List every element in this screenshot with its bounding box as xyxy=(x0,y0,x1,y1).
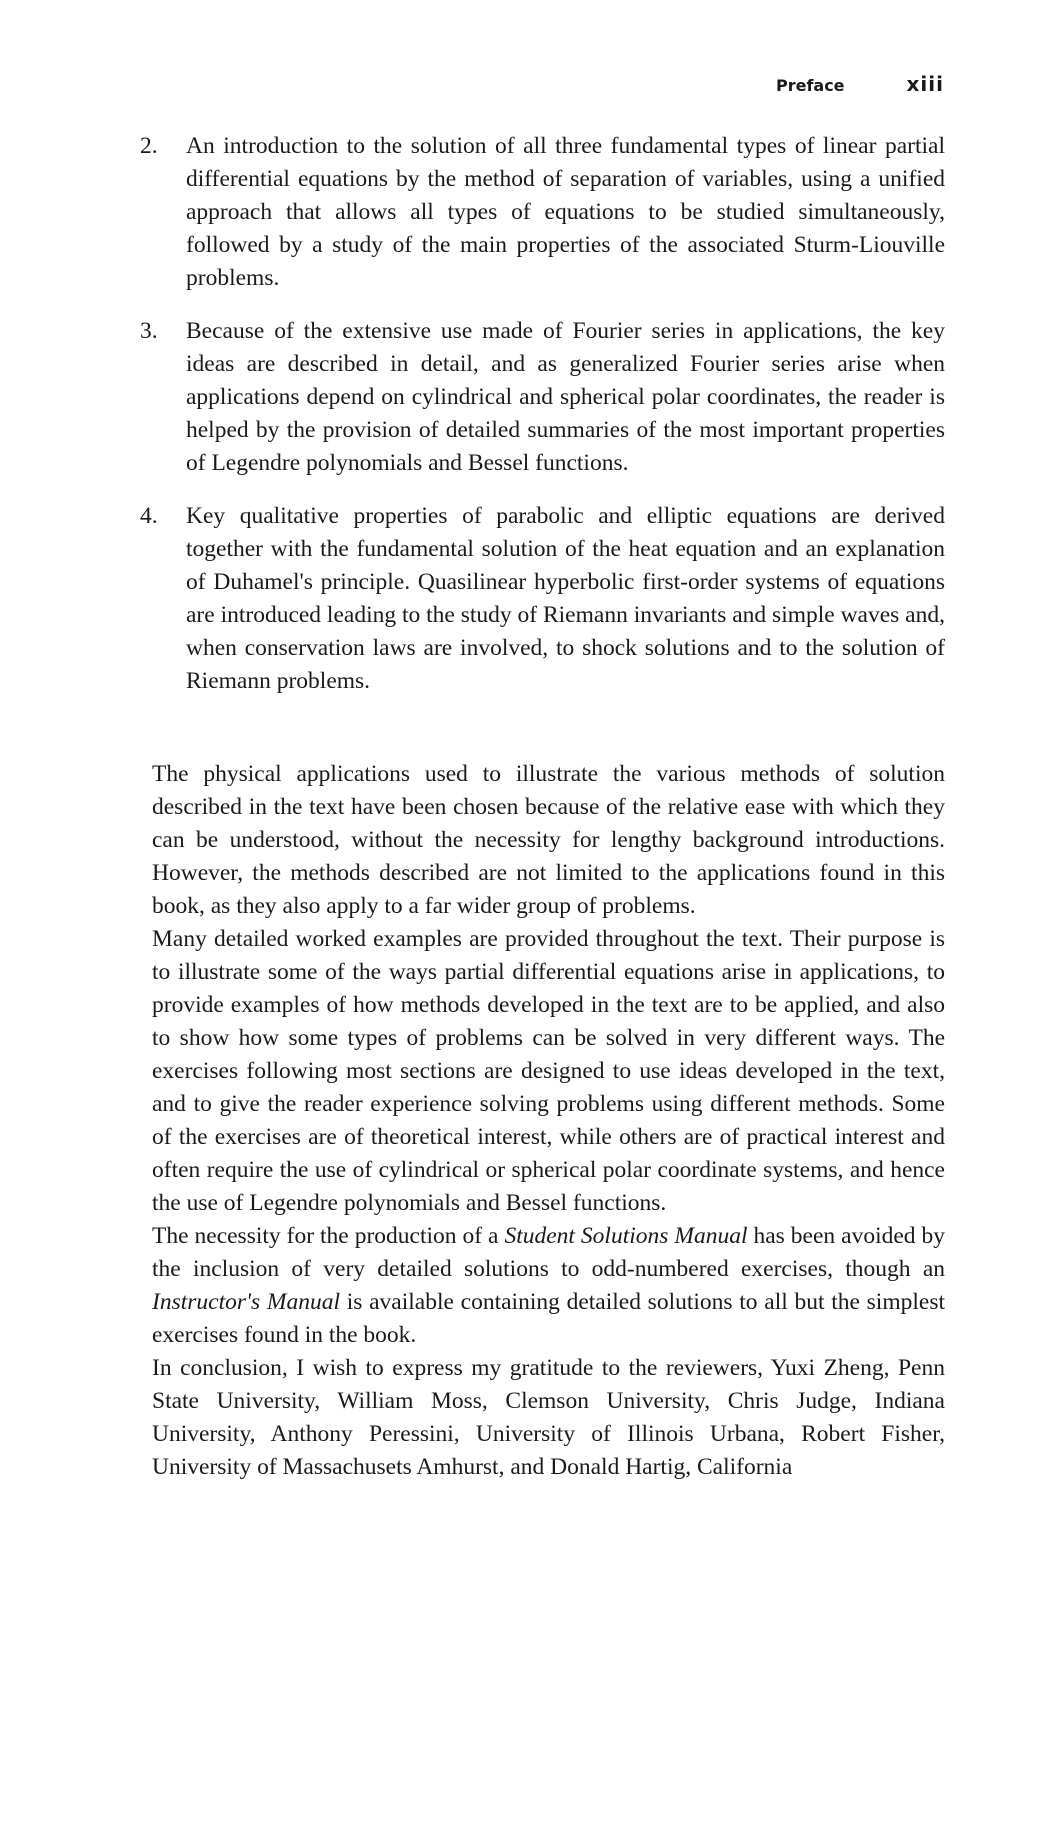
running-head-section: Preface xyxy=(775,76,845,95)
running-head xyxy=(776,72,944,96)
paragraph-solutions-manual xyxy=(152,1220,945,1352)
list-item-number: 4. xyxy=(140,503,158,529)
paragraph-text: is available containing detailed solutions to all but the simplest exercises found in the book. xyxy=(152,1289,945,1348)
paragraph-applications: The physical applications used to illustrate the various methods of solution described in the text have been chosen because of the relative ease with which they can be understood, without the necessity for lengthy background introductions. However, the methods described are not limited to the applications found in this book, as they also apply to a far wider group of problems. xyxy=(152,761,945,919)
book-title-student-manual: Student Solutions Manual xyxy=(504,1223,748,1249)
list-item xyxy=(140,315,945,480)
list-item-text: Key qualitative properties of parabolic and elliptic equations are derived together with the fundamental solution of the heat equation and an explanation of Duhamel's principle. Quasilinear hyperbolic first-order systems of equations are introduced leading to the study of Riemann invariants and simple waves and, when conservation laws are involved, to shock solutions and to the solution of Riemann problems. xyxy=(186,503,945,694)
paragraph-examples: Many detailed worked examples are provided throughout the text. Their purpose is to illustrate some of the ways partial differential equations arise in applications, to provide examples of how methods developed in the text are to be applied, and also to show how some types of problems can be solved in very different ways. The exercises following most sections are designed to use ideas developed in the text, and to give the reader experience solving problems using different methods. Some of the exercises are of theoretical interest, while others are of practical interest and often require the use of cylindrical or spherical polar coordinate systems, and hence the use of Legendre polynomials and Bessel functions. xyxy=(152,926,945,1216)
page-body xyxy=(140,130,946,1484)
paragraph-text: has been avoided by the inclusion of very detailed solutions to odd-numbered exercises, though an xyxy=(152,1223,946,1282)
numbered-list xyxy=(140,130,945,698)
list-item-text: Because of the extensive use made of Fourier series in applications, the key ideas are described in detail, and as generalized Fourier series arise when applications depend on cylindrical and spherical polar coordinates, the reader is helped by the provision of detailed summaries of the most important properties of Legendre polynomials and Bessel functions. xyxy=(186,318,945,476)
book-title-instructor-manual: Instructor's Manual xyxy=(152,1289,340,1315)
list-item-number: 3. xyxy=(140,318,158,344)
section-gap xyxy=(152,718,945,758)
list-item-text: An introduction to the solution of all three fundamental types of linear partial differential equations by the method of separation of variables, using a unified approach that allows all types of equations to be studied simultaneously, followed by a study of the main properties of the associated Sturm-Liouville problems. xyxy=(186,133,945,291)
paragraph-acknowledgements: In conclusion, I wish to express my gratitude to the reviewers, Yuxi Zheng, Penn State University, William Moss, Clemson University, Chris Judge, Indiana University, Anthony Peressini, University of Illinois Urbana, Robert Fisher, University of Massachusets Amhurst, and Donald Hartig, California xyxy=(152,1355,945,1480)
page-number: xiii xyxy=(906,72,944,96)
paragraph-text: The necessity for the production of a xyxy=(152,1223,505,1249)
list-item xyxy=(140,130,945,295)
list-item xyxy=(140,500,945,698)
list-item-number: 2. xyxy=(140,133,158,159)
